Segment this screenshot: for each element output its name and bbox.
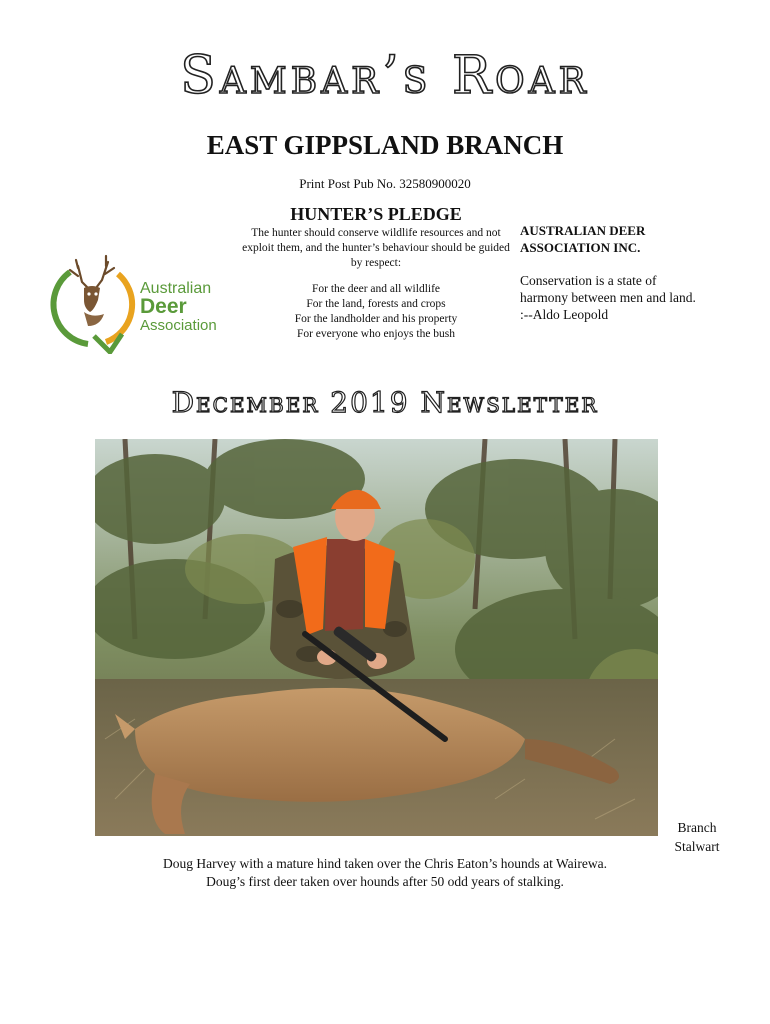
conservation-quote xyxy=(520,272,740,323)
pledge-line: For everyone who enjoys the bush xyxy=(296,328,456,340)
pledge-line: For the land, forests and crops xyxy=(306,298,446,310)
print-post-number: Print Post Pub No. 32580900020 xyxy=(299,176,471,191)
logo-wordmark xyxy=(140,280,217,334)
masthead-title: Sambar’s Roar xyxy=(180,46,590,106)
pledge-line: For the deer and all wildlife xyxy=(311,283,441,295)
association-line-1: AUSTRALIAN DEER xyxy=(520,223,646,238)
pledge-line: For the landholder and his property xyxy=(294,313,458,325)
pledge-list xyxy=(240,282,512,342)
newsletter-title: December 2019 Newsletter xyxy=(171,386,599,419)
quote-attribution: :--Aldo Leopold xyxy=(520,307,609,322)
pledge-intro: The hunter should conserve wildlife resources and not exploit them, and the hunter’s behaviour should be guided by respect: xyxy=(242,227,510,269)
quote-line-2: harmony between men and land. xyxy=(520,290,696,305)
hunter-with-deer-photo xyxy=(95,439,658,836)
association-name xyxy=(520,222,720,256)
logo-line-australian: Australian xyxy=(140,280,212,297)
side-caption-line-1: Branch xyxy=(677,820,717,835)
branch-stalwart-caption xyxy=(662,818,732,856)
branch-heading: EAST GIPPSLAND BRANCH xyxy=(206,130,564,160)
caption-line-2: Doug’s first deer taken over hounds after 50 odd years of stalking. xyxy=(206,874,564,889)
pledge-title: HUNTER’S PLEDGE xyxy=(290,204,462,224)
logo-line-association: Association xyxy=(140,317,217,334)
logo-line-deer: Deer xyxy=(140,295,187,318)
quote-line-1: Conservation is a state of xyxy=(520,273,657,288)
photo-caption xyxy=(0,855,770,891)
caption-line-1: Doug Harvey with a mature hind taken over the Chris Eaton’s hounds at Wairewa. xyxy=(162,856,608,871)
association-line-2: ASSOCIATION INC. xyxy=(520,240,641,255)
side-caption-line-2: Stalwart xyxy=(674,839,720,854)
